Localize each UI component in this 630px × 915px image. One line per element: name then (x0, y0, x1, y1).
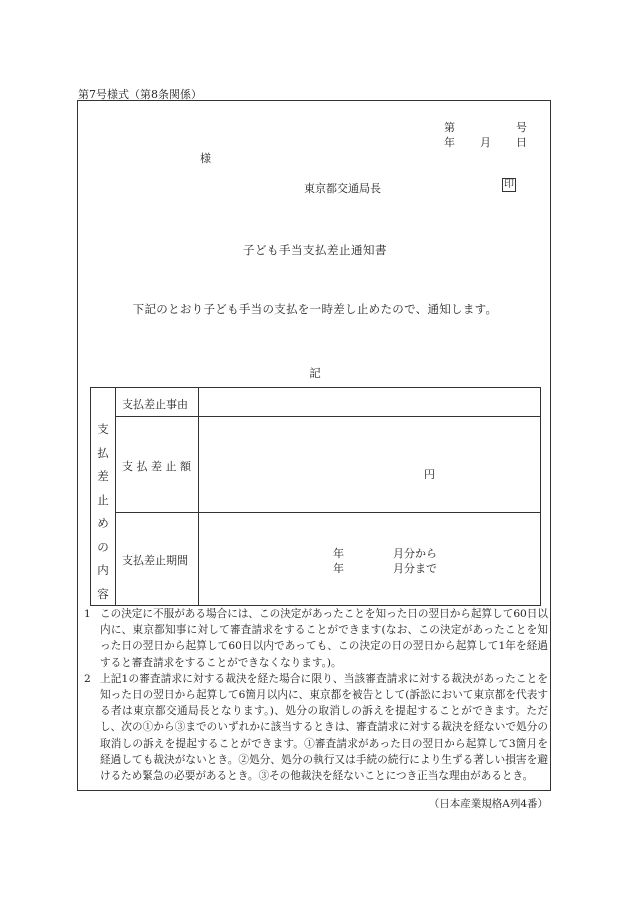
seal-mark: 印 (504, 179, 514, 190)
note-text: 上記1の審査請求に対する裁決を経た場合に限り、当該審査請求に対する裁決があったことを知った日の翌日から起算して6箇月以内に、東京都を被告として(訴訟において東京都を代表する者は東京都交通局長となります。)、処分の取消しの訴えを提起することができます。ただし、次の①から③までのいずれかに該当するときは、審査請求に対する裁決を経ないで処分の取消しの訴えを提起することができます。①審査請求があった日の翌日から起算して3箇月を経過しても裁決がないとき。②処分、処分の執行又は手続の続行により生ずる著しい損害を避けるため緊急の必要があるとき。③その他裁決を経ないことにつき正当な理由があるとき。 (100, 672, 548, 783)
ki-heading: 記 (309, 366, 321, 380)
document-title: 子ども手当支払差止通知書 (243, 243, 387, 257)
date-day: 日 (516, 136, 527, 149)
note-text: この決定に不服がある場合には、この決定があったことを知った日の翌日から起算して60日以内に、東京都知事に対して審査請求をすることができます(なお、この決定があったことを知った日の翌日から起算して60日以内であっても、この決定の日の翌日から起算して1年を経過すると審査請求をすることができなくなります。)。 (100, 608, 548, 669)
details-vertical-label: 支 払 差 止 め の 内 容 (97, 422, 109, 601)
period-to-year: 年 (333, 562, 344, 575)
details-table (90, 387, 541, 606)
table-divider (198, 388, 199, 605)
paper-standard-note: （日本産業規格A列4番） (428, 798, 548, 810)
notes-section (84, 606, 548, 784)
period-from-suffix: 月分から (393, 547, 437, 560)
date-month: 月 (480, 136, 491, 149)
period-label: 支払差止期間 (122, 554, 188, 567)
table-divider (115, 416, 540, 417)
date-year: 年 (444, 136, 455, 149)
issuer-name: 東京都交通局長 (304, 182, 381, 195)
table-divider (115, 512, 540, 513)
amount-label: 支 払 差 止 額 (122, 460, 191, 473)
note-item (84, 606, 548, 671)
note-number: 2 (84, 672, 91, 685)
reason-label: 支払差止事由 (122, 398, 188, 411)
note-number: 1 (84, 608, 91, 620)
recipient-honorific: 様 (200, 152, 211, 165)
body-text: 下記のとおり子ども手当の支払を一時差し止めたので、通知します。 (132, 302, 498, 316)
yen-unit: 円 (424, 468, 435, 481)
table-divider (115, 388, 116, 605)
number-suffix: 号 (516, 121, 527, 134)
number-prefix: 第 (444, 121, 455, 134)
form-number-label: 第7号様式（第8条関係） (78, 88, 202, 101)
period-from-year: 年 (333, 547, 344, 560)
note-item (84, 671, 548, 784)
period-to-suffix: 月分まで (393, 562, 437, 575)
